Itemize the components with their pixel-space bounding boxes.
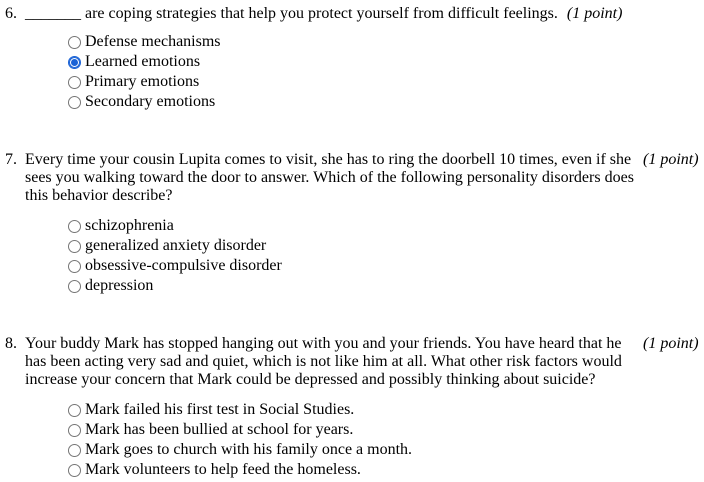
bullied-at-school-radio[interactable] (68, 424, 81, 437)
option-label: Mark failed his first test in Social Studies. (85, 401, 355, 418)
option-schizophrenia[interactable] (68, 216, 704, 236)
points-label: (1 point) (643, 151, 699, 168)
option-label: Defense mechanisms (85, 33, 221, 50)
question-text-line: _______ are coping strategies that help you protect yourself from difficult feelings. (25, 5, 558, 22)
question-text-line: has been acting very sad and quiet, which is not like him at all. What other risk factors would (25, 353, 622, 370)
option-label: Secondary emotions (85, 93, 216, 110)
question-8-prompt (0, 335, 704, 389)
generalized-anxiety-disorder-radio[interactable] (68, 240, 81, 253)
option-defense-mechanisms[interactable] (68, 32, 704, 52)
obsessive-compulsive-disorder-radio[interactable] (68, 260, 81, 273)
option-goes-to-church[interactable] (68, 440, 704, 460)
points-label: (1 point) (643, 335, 699, 352)
answer-options (68, 216, 704, 296)
option-label: Mark goes to church with his family once a month. (85, 441, 413, 458)
option-label: depression (85, 277, 154, 294)
question-text-line: Every time your cousin Lupita comes to visit, she has to ring the doorbell 10 times, even if she (25, 151, 632, 168)
option-generalized-anxiety-disorder[interactable] (68, 236, 704, 256)
question-8 (0, 335, 704, 480)
option-secondary-emotions[interactable] (68, 92, 704, 112)
learned-emotions-radio[interactable] (68, 56, 81, 69)
question-7-prompt (0, 151, 704, 205)
option-label: Learned emotions (85, 53, 201, 70)
option-failed-first-test[interactable] (68, 400, 704, 420)
question-6 (0, 5, 704, 112)
question-text-line: increase your concern that Mark could be depressed and possibly thinking about suicide? (25, 371, 596, 388)
secondary-emotions-radio[interactable] (68, 96, 81, 109)
question-number: 7. (5, 151, 17, 168)
primary-emotions-radio[interactable] (68, 76, 81, 89)
option-label: generalized anxiety disorder (85, 237, 267, 254)
defense-mechanisms-radio[interactable] (68, 36, 81, 49)
answer-options (68, 32, 704, 112)
option-label: obsessive-compulsive disorder (85, 257, 282, 274)
option-depression[interactable] (68, 276, 704, 296)
option-volunteers-homeless[interactable] (68, 460, 704, 480)
option-label: Mark has been bullied at school for years. (85, 421, 354, 438)
question-6-prompt (0, 5, 704, 23)
schizophrenia-radio[interactable] (68, 220, 81, 233)
question-text-line: this behavior describe? (25, 187, 173, 204)
points-label: (1 point) (566, 5, 623, 22)
option-bullied-at-school[interactable] (68, 420, 704, 440)
option-label: Primary emotions (85, 73, 200, 90)
volunteers-homeless-radio[interactable] (68, 464, 81, 477)
option-learned-emotions[interactable] (68, 52, 704, 72)
answer-options (68, 400, 704, 480)
question-text-line: Your buddy Mark has stopped hanging out with you and your friends. You have heard that he (25, 335, 622, 352)
option-obsessive-compulsive-disorder[interactable] (68, 256, 704, 276)
option-primary-emotions[interactable] (68, 72, 704, 92)
goes-to-church-radio[interactable] (68, 444, 81, 457)
failed-first-test-radio[interactable] (68, 404, 81, 417)
option-label: schizophrenia (85, 217, 174, 234)
question-number: 8. (5, 335, 17, 352)
depression-radio[interactable] (68, 280, 81, 293)
question-text-line: sees you walking toward the door to answer. Which of the following personality disorders does (25, 169, 634, 186)
question-7 (0, 151, 704, 296)
option-label: Mark volunteers to help feed the homeless. (85, 461, 361, 478)
question-number: 6. (5, 5, 17, 22)
